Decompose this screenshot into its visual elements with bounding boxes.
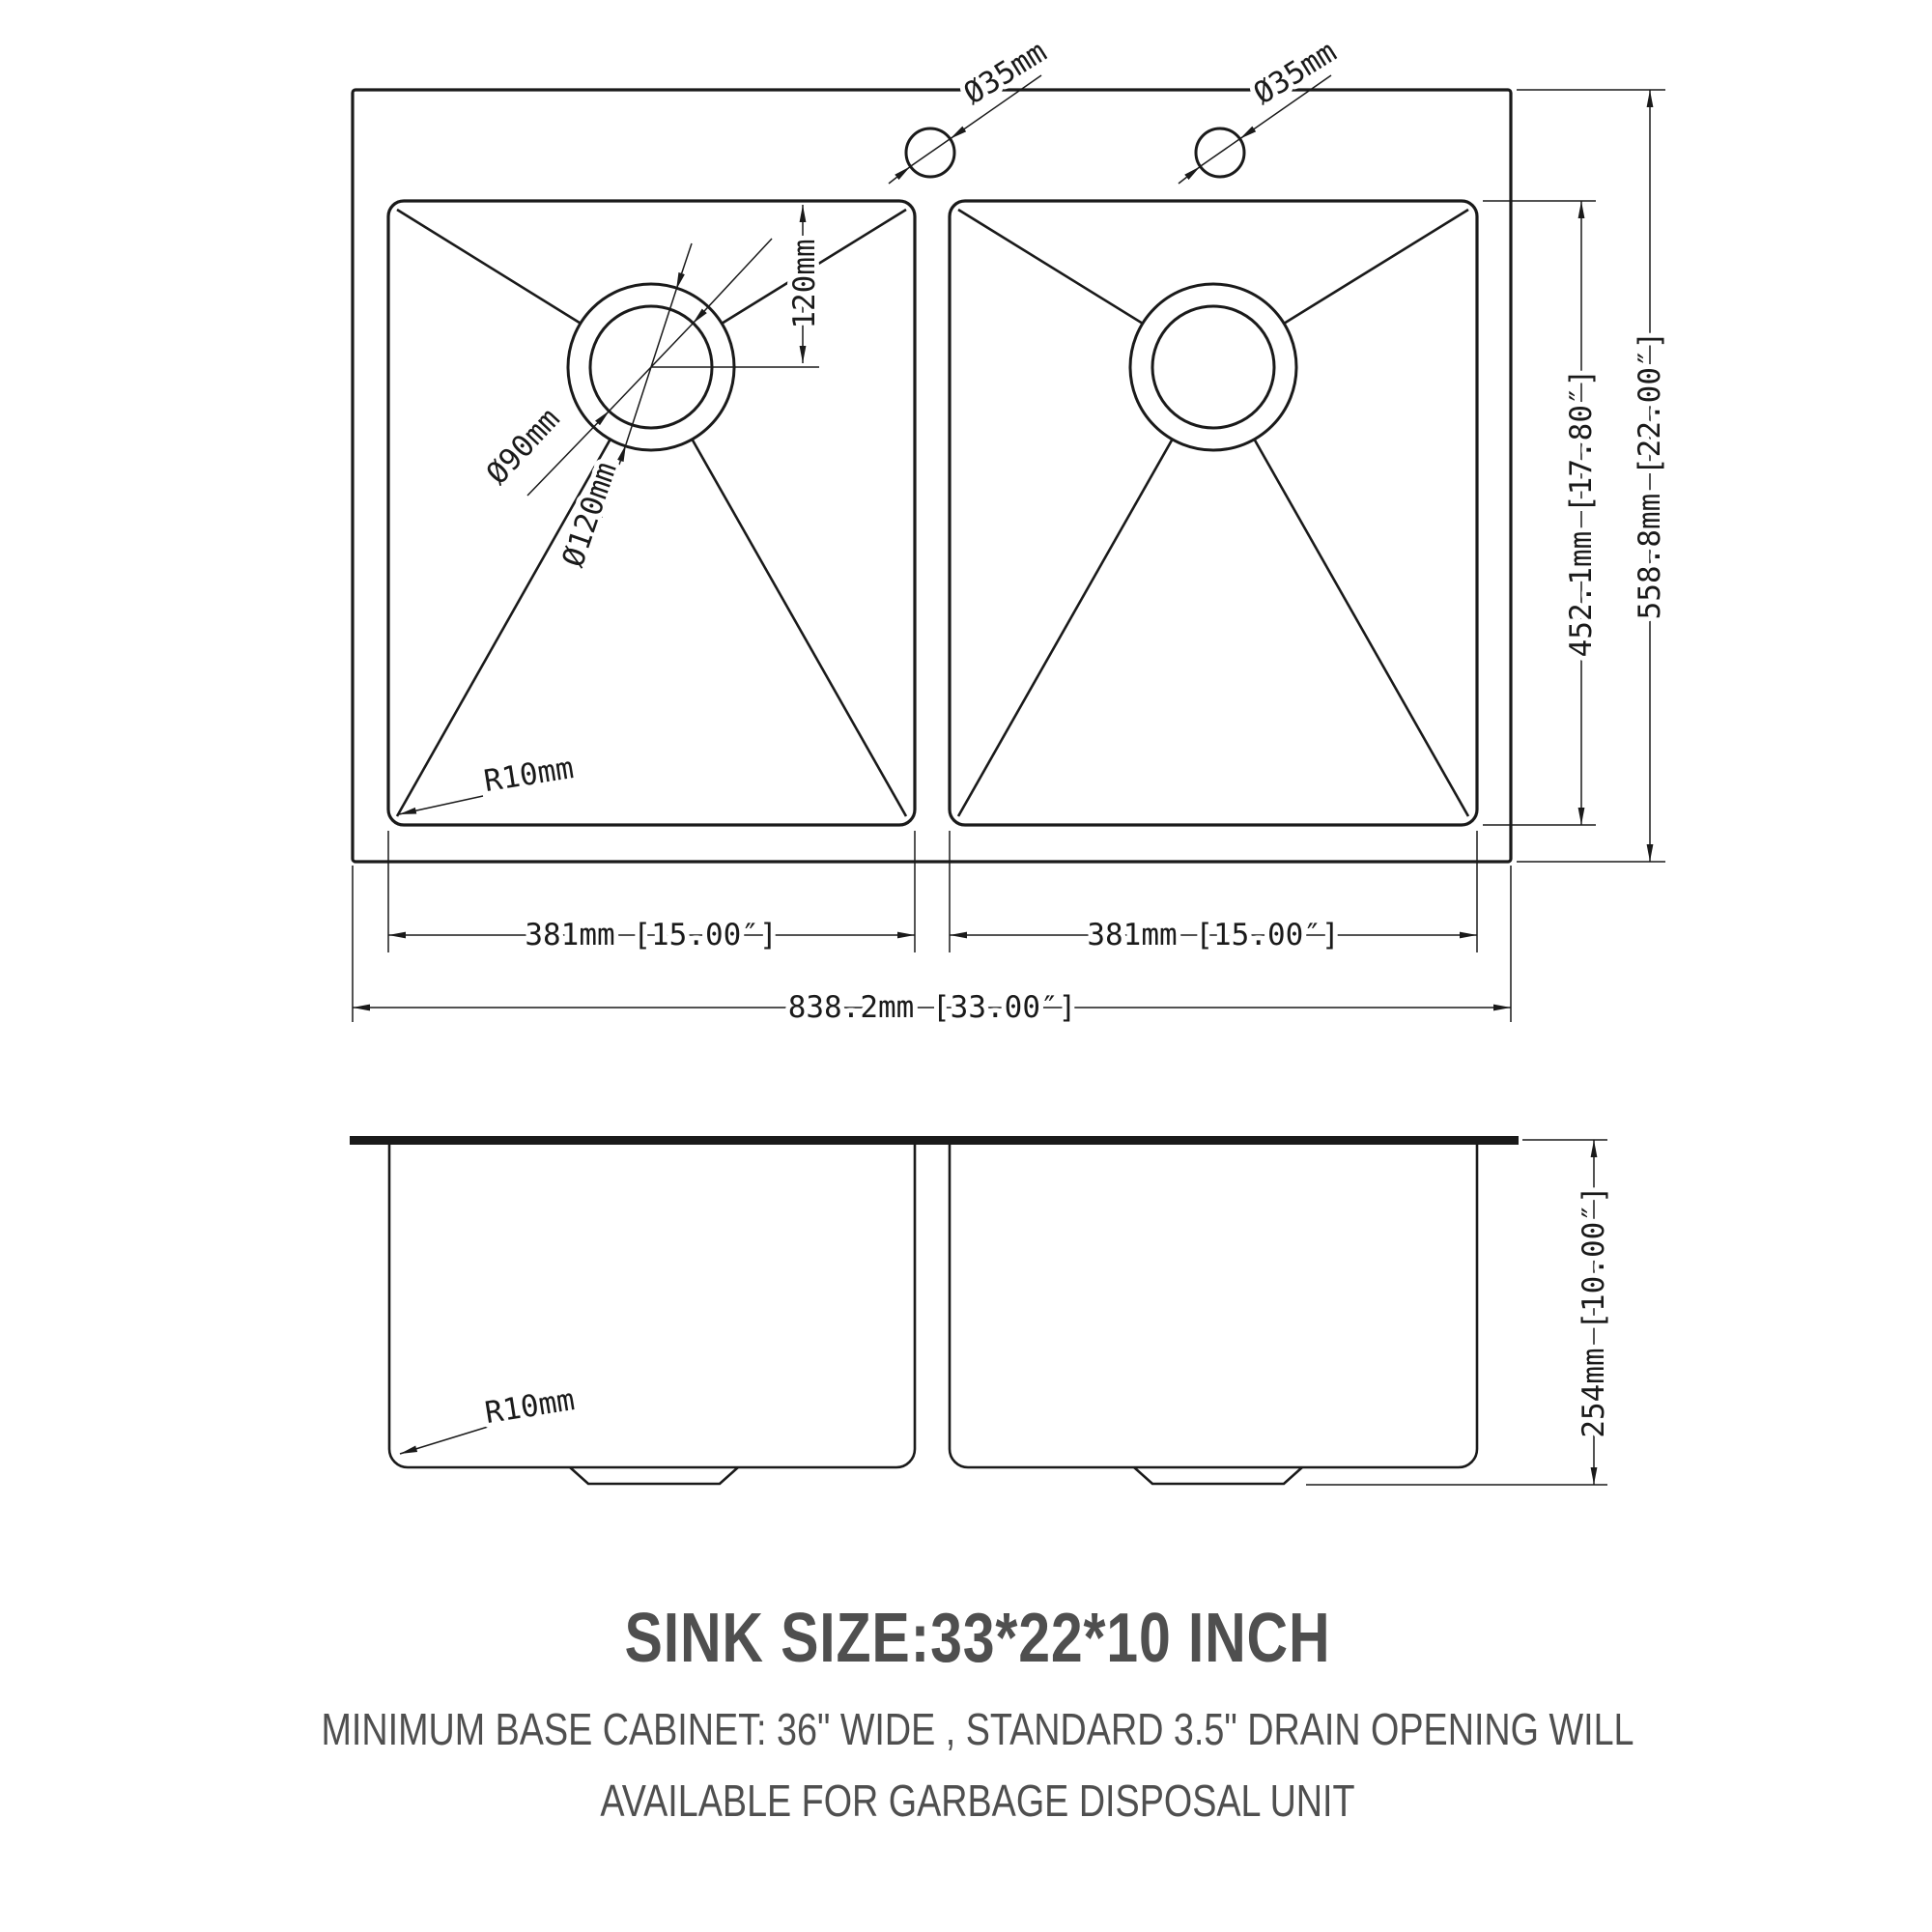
bowl-height-label: 254mm [10.00″]	[1577, 1185, 1611, 1438]
bowl-height-dimension	[1306, 1140, 1611, 1485]
counter-rim-line	[350, 1136, 1519, 1145]
overall-depth-label: 558.8mm [22.00″]	[1633, 330, 1667, 620]
note-garbage-disposal: AVAILABLE FOR GARBAGE DISPOSAL UNIT	[600, 1776, 1355, 1826]
right-bowl-width-label: 381mm [15.00″]	[1087, 918, 1340, 952]
left-drain-profile	[570, 1467, 738, 1484]
faucet-hole-left-label: Ø35mm	[957, 34, 1053, 112]
side-view	[350, 1136, 1611, 1485]
right-drain-profile	[1134, 1467, 1302, 1484]
top-corner-radius-dimension	[399, 751, 576, 814]
left-bowl-width-label: 381mm [15.00″]	[525, 918, 778, 952]
drain-outer-diameter-label: Ø120mm	[555, 457, 624, 572]
bowl-depth-label: 452.1mm [17.80″]	[1564, 368, 1599, 658]
drain-offset-label: 120mm	[787, 239, 822, 329]
right-bowl-profile	[950, 1145, 1477, 1467]
left-bowl-profile	[389, 1145, 915, 1467]
top-view	[353, 35, 1667, 1025]
side-corner-radius-dimension	[400, 1382, 577, 1454]
drain-inner-diameter-label: Ø90mm	[479, 401, 567, 492]
sink-size-heading: SINK SIZE:33*22*10 INCH	[624, 1600, 1331, 1677]
overall-width-label: 838.2mm [33.00″]	[787, 990, 1077, 1025]
sink-outer-rim	[353, 90, 1511, 862]
right-drain-inner-circle	[1152, 306, 1274, 428]
faucet-hole-right-label: Ø35mm	[1247, 34, 1343, 112]
width-dimensions	[353, 831, 1511, 1025]
top-corner-radius-label: R10mm	[481, 751, 577, 800]
note-cabinet-drain: MINIMUM BASE CABINET: 36" WIDE , STANDARD 3.5" DRAIN OPENING WILL	[321, 1704, 1634, 1754]
side-corner-radius-label: R10mm	[482, 1382, 578, 1432]
